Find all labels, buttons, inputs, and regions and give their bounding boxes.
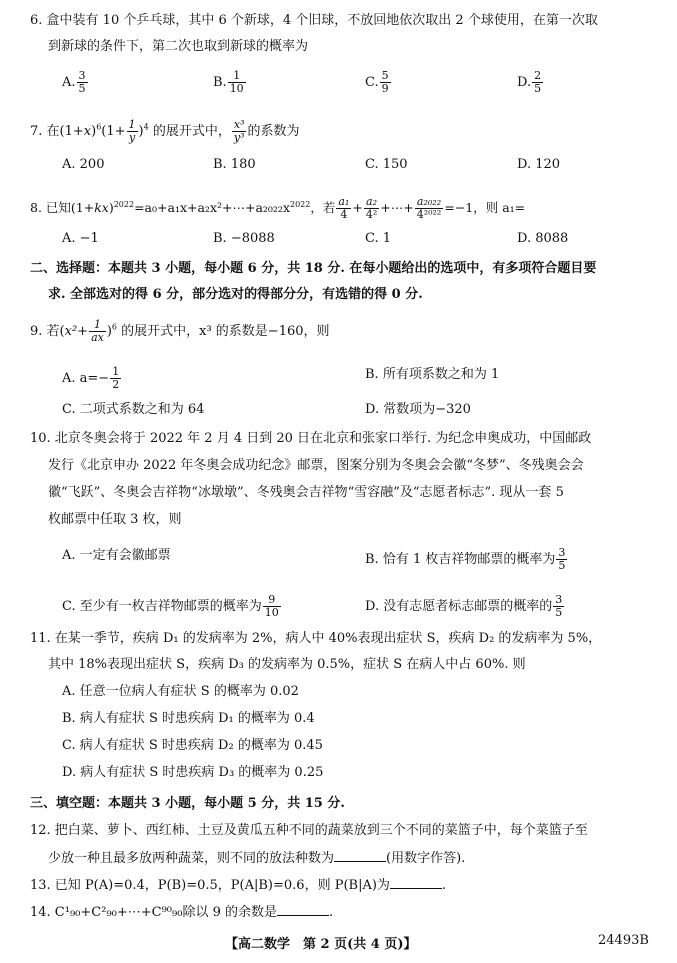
q10-option-c: C. 至少有一枚吉祥物邮票的概率为 $\frac{9}{10}$: [62, 593, 279, 619]
q9-option-c: C. 二项式系数之和为 64: [62, 402, 205, 417]
q6-stem-line1: 6. 盒中装有 10 个乒乓球，其中 6 个新球，4 个旧球，不放回地依次取出 2 个球使用，在第一次取: [30, 13, 598, 28]
q11-option-c: C. 病人有症状 S 时患疾病 D₂ 的概率为 0.45: [62, 738, 323, 753]
q9-stem: 9. 若(x²+ $\frac{1}{ax}$ )$^6$ 的展开式中，x³ 的系数是−160，则: [30, 318, 330, 344]
q9-option-b: B. 所有项系数之和为 1: [365, 367, 500, 382]
q10-option-a: A. 一定有会徽邮票: [62, 548, 171, 563]
q12-stem-line1: 12. 把白菜、萝卜、西红柿、土豆及黄瓜五种不同的蔬菜放到三个不同的菜篮子中，每个菜篮子至: [30, 823, 588, 838]
section2-heading-line1: 二、选择题：本题共 3 小题，每小题 6 分，共 18 分. 在每小题给出的选项中，有多项符合题目要: [30, 261, 597, 276]
q6-stem-line2: 到新球的条件下，第二次也取到新球的概率为: [48, 39, 309, 54]
q11-stem-line1: 11. 在某一季节，疾病 D₁ 的发病率为 2%，病人中 40%表现出症状 S，疾病 D₂ 的发病率为 5%，: [30, 631, 602, 646]
q11-option-b: B. 病人有症状 S 时患疾病 D₁ 的概率为 0.4: [62, 711, 315, 726]
q14-answer-blank: [277, 903, 329, 916]
q7-option-a: A. 200: [62, 157, 105, 172]
q10-option-d: D. 没有志愿者标志邮票的概率的 $\frac{3}{5}$: [365, 593, 563, 619]
q12-answer-blank: [334, 849, 386, 862]
q11-option-a: A. 任意一位病人有症状 S 的概率为 0.02: [62, 684, 299, 699]
paper-code: 24493B: [598, 933, 649, 948]
q9-option-a: A. a=− $\frac{1}{2}$: [62, 365, 120, 391]
page-footer: 【高二数学 第 2 页(共 4 页)】: [225, 937, 417, 952]
q7-option-d: D. 120: [517, 157, 561, 172]
section2-heading-line2: 求. 全部选对的得 6 分，部分选对的得部分分，有选错的得 0 分.: [48, 287, 423, 302]
q8-option-c: C. 1: [365, 231, 392, 246]
q8-option-d: D. 8088: [517, 231, 569, 246]
q6-option-b: B. $\frac{1}{10}$: [213, 69, 244, 95]
q11-option-d: D. 病人有症状 S 时患疾病 D₃ 的概率为 0.25: [62, 765, 324, 780]
q13-answer-blank: [390, 876, 442, 889]
q7-option-b: B. 180: [213, 157, 256, 172]
q7-stem: 7. 在$(1+x)^6(1+$ $\frac{1}{y}$ )$^4$ 的展开式中， $\frac{\text{x³}}{\text{y³}}$ 的系数为: [30, 118, 300, 144]
section3-heading: 三、填空题：本题共 3 小题，每小题 5 分，共 15 分.: [30, 796, 345, 811]
q12-stem-line2: 少放一种且最多放两种蔬菜，则不同的放法种数为 (用数字作答).: [48, 851, 466, 866]
q6-option-c: C. $\frac{5}{9}$: [365, 69, 389, 95]
q8-option-a: A. −1: [62, 231, 99, 246]
q11-stem-line2: 其中 18%表现出症状 S，疾病 D₃ 的发病率为 0.5%，症状 S 在病人中占 60%. 则: [48, 657, 526, 672]
q6-option-d: D. $\frac{2}{5}$: [517, 69, 542, 95]
q10-stem-line4: 枚邮票中任取 3 枚，则: [48, 512, 182, 527]
q10-stem-line3: 徽“飞跃”、冬奥会吉祥物“冰墩墩”、冬残奥会吉祥物“雪容融”及“志愿者标志”. 现从一套 5: [48, 485, 564, 500]
q8-option-b: B. −8088: [213, 231, 275, 246]
q6-option-a: A. $\frac{3}{5}$: [62, 69, 86, 95]
q14-stem: 14. C¹₉₀+C²₉₀+⋯+C⁹⁰₉₀除以 9 的余数是 .: [30, 905, 334, 920]
q7-option-c: C. 150: [365, 157, 408, 172]
q13-stem: 13. 已知 P(A)=0.4，P(B)=0.5，P(A|B)=0.6，则 P(B|A)为 .: [30, 878, 447, 893]
q10-stem-line2: 发行《北京申办 2022 年冬奥会成功纪念》邮票，图案分别为冬奥会会徽“冬梦”、冬残奥会会: [48, 458, 584, 473]
q10-stem-line1: 10. 北京冬奥会将于 2022 年 2 月 4 日到 20 日在北京和张家口举行. 为纪念申奥成功，中国邮政: [30, 431, 592, 446]
q8-stem: 8. 已知$(1+kx)^{2022}=a_0+a_1x+a_2x^2+\cdots+a_{2022}x^{2022}$，若 $\frac{\text{a₁}}{4}$ + $\frac{\text{a₂}}{\text{4²}}$ +⋯+ $\frac{\text{a₂₀₂₂}}{\text{4²⁰²²}}$ =−1，则 a₁=: [30, 195, 526, 221]
q10-option-b: B. 恰有 1 枚吉祥物邮票的概率为 $\frac{3}{5}$: [365, 546, 566, 572]
q9-option-d: D. 常数项为−320: [365, 402, 471, 417]
